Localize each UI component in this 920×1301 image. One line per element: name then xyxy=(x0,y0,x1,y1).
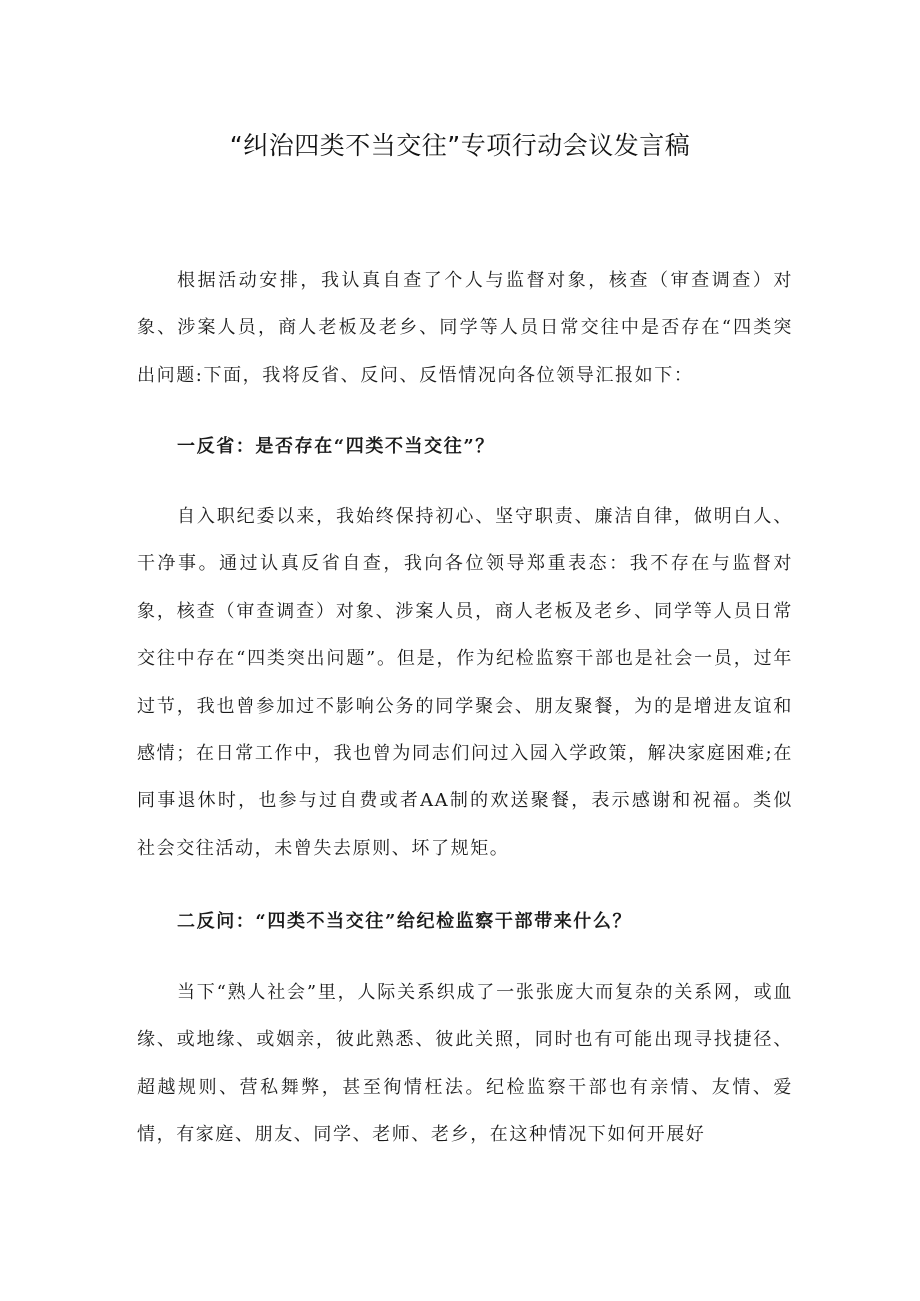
section-heading-reflection: 一反省：是否存在“四类不当交往”？ xyxy=(177,436,495,457)
paragraph-question: 当下“熟人社会”里，人际关系织成了一张张庞大而复杂的关系网，或血缘、或地缘、或姻亲，彼此熟悉、彼此关照，同时也有可能出现寻找捷径、超越规则、营私舞弊，甚至徇情枉法。纪检监察干部也有亲情、友情、爱情，有家庭、朋友、同学、老师、老乡，在这种情况下如何开展好 xyxy=(137,982,793,1146)
section-heading-question: 二反问：“四类不当交往”给纪检监察干部带来什么？ xyxy=(177,911,633,932)
paragraph-intro: 根据活动安排，我认真自查了个人与监督对象，核查（审查调查）对象、涉案人员，商人老板及老乡、同学等人员日常交往中是否存在“四类突出问题:下面，我将反省、反问、反悟情况向各位领导汇报如下： xyxy=(137,270,793,386)
paragraph-reflection: 自入职纪委以来，我始终保持初心、坚守职责、廉洁自律，做明白人、干净事。通过认真反省自查，我向各位领导郑重表态：我不存在与监督对象，核查（审查调查）对象、涉案人员，商人老板及老乡、同学等人员日常交往中存在“四类突出问题”。但是，作为纪检监察干部也是社会一员，过年过节，我也曾参加过不影响公务的同学聚会、朋友聚餐，为的是增进友谊和感情；在日常工作中，我也曾为同志们问过入园入学政策，解决家庭困难;在同事退休时，也参与过自费或者AA制的欢送聚餐，表示感谢和祝福。类似社会交往活动，未曾失去原则、坏了规矩。 xyxy=(137,506,793,859)
document-title: “纠治四类不当交往”专项行动会议发言稿 xyxy=(229,131,691,160)
